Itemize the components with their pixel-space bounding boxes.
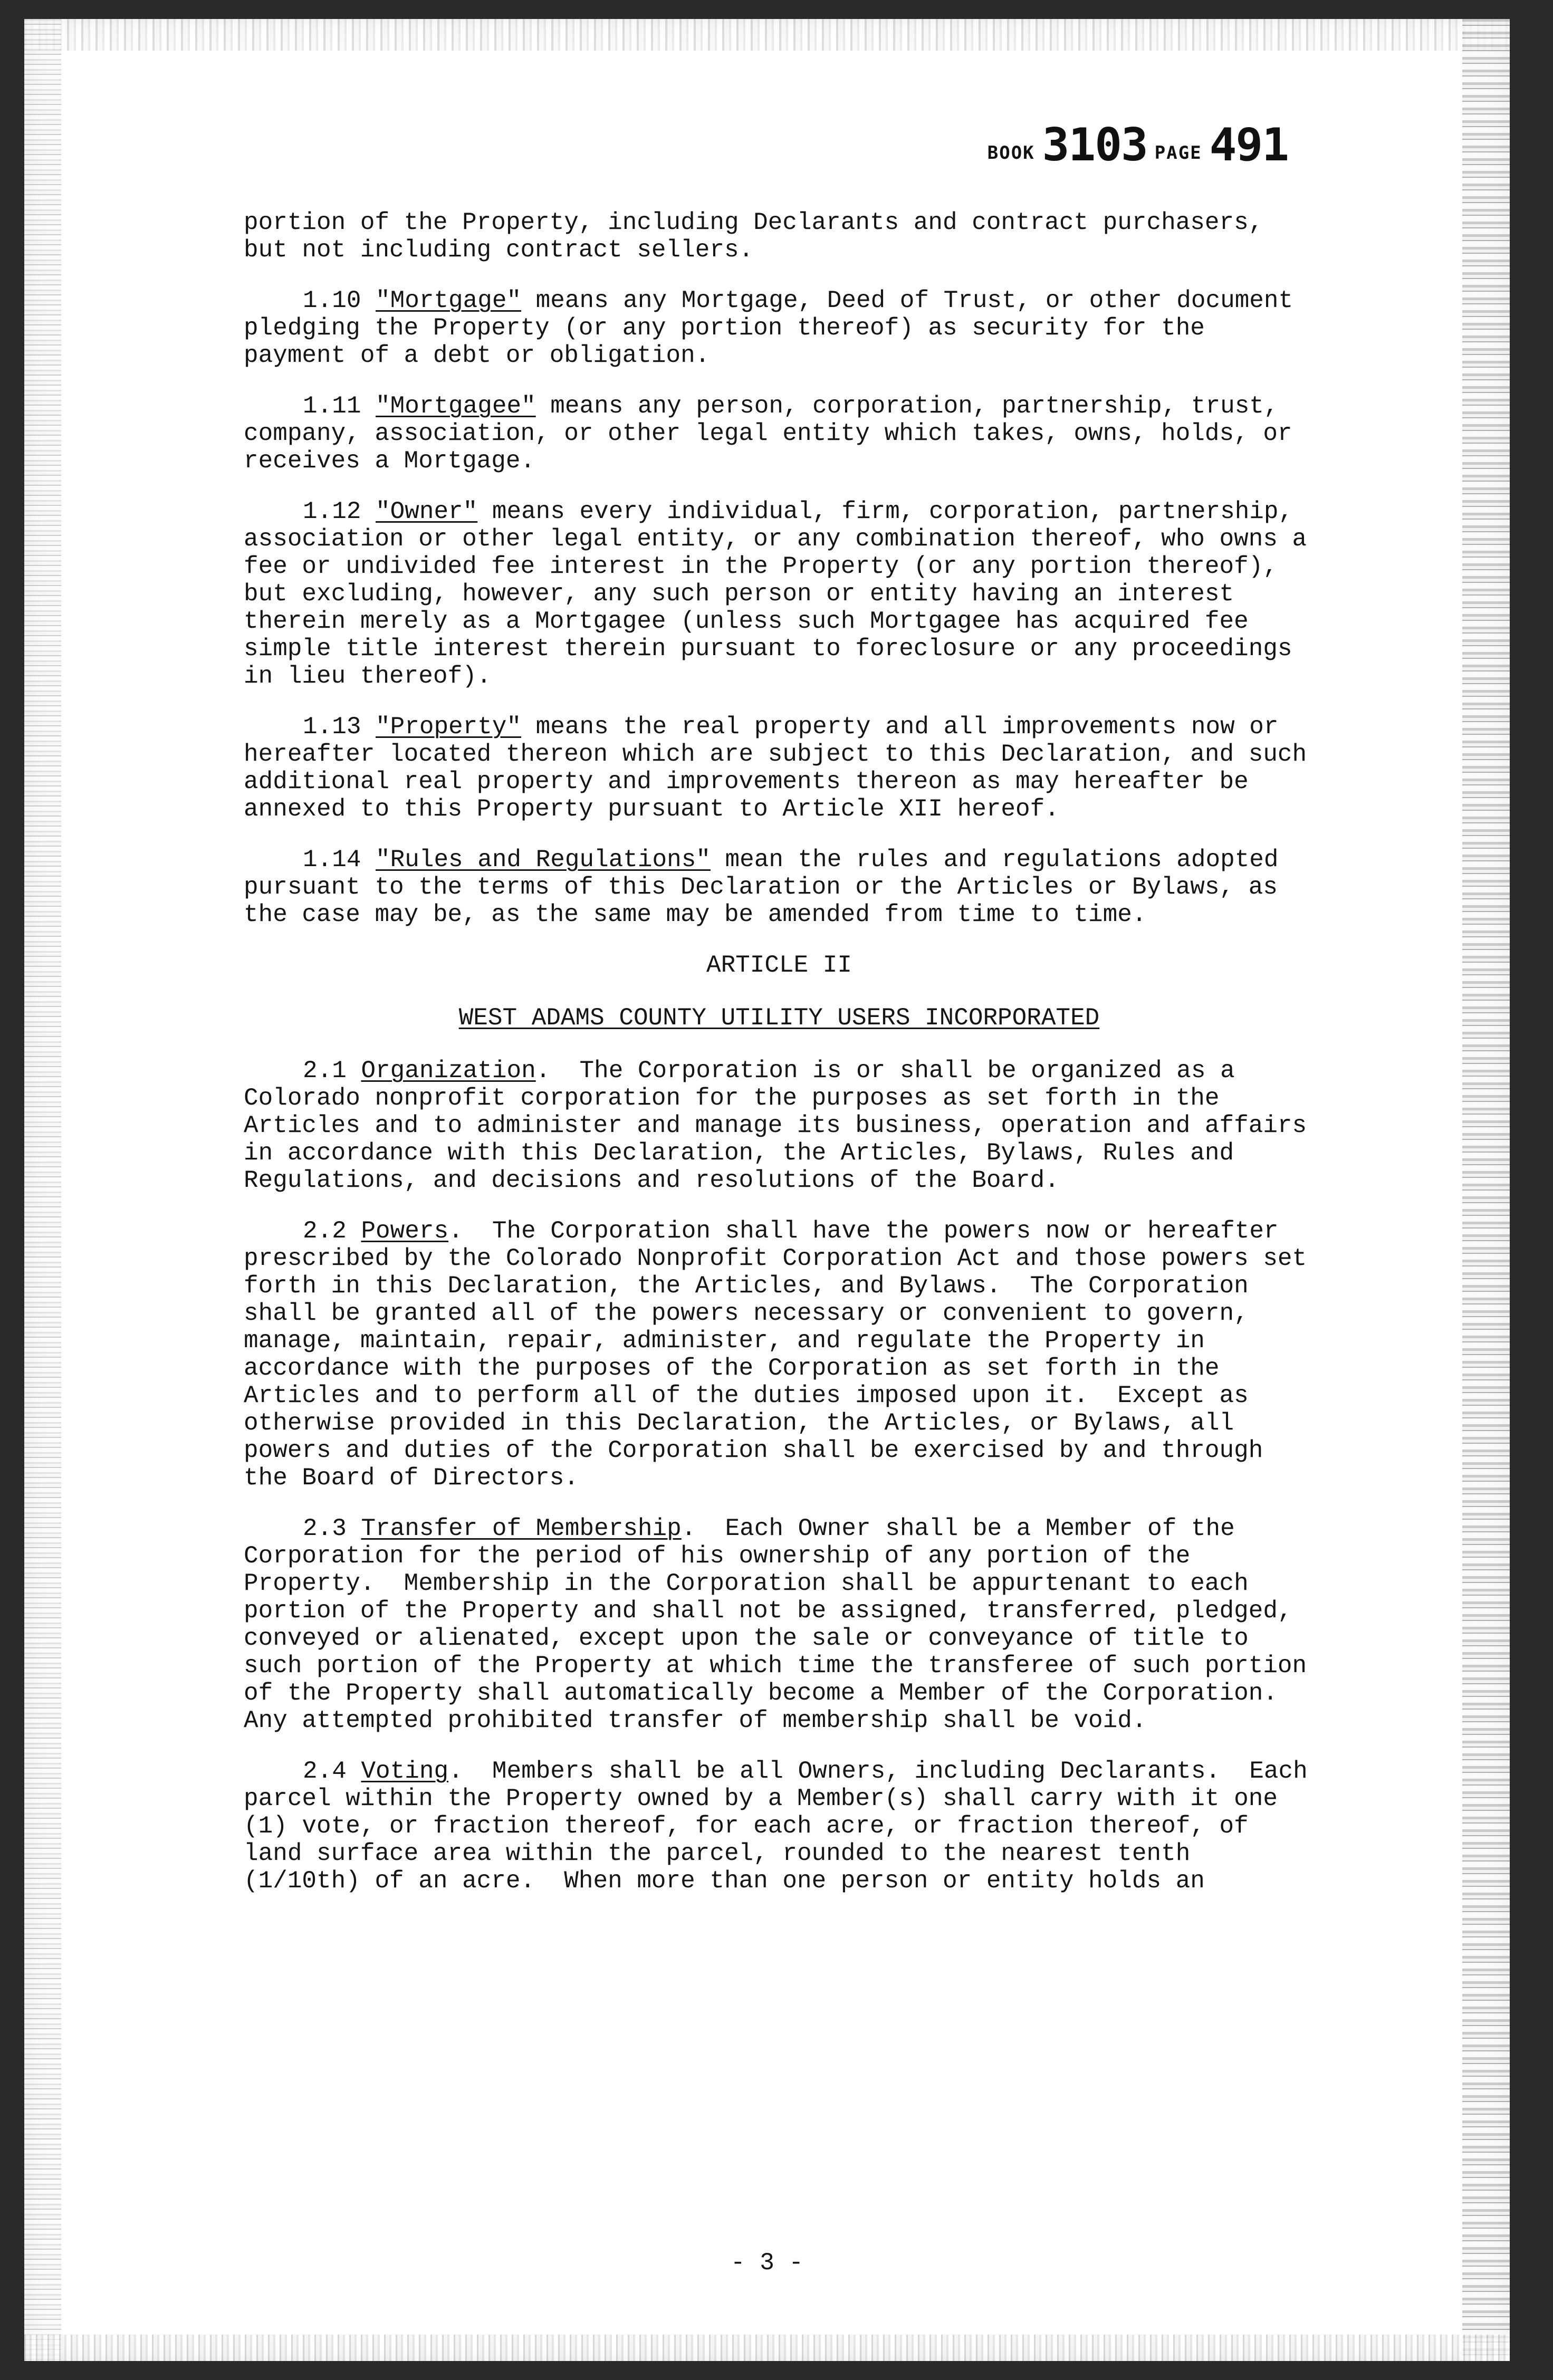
section-2-2 xyxy=(244,1217,1321,1492)
section-text: . The Corporation is or shall be organized as a Colorado nonprofit corporation for the purposes as set forth in the Articles and to administer and manage its business, operation and affairs in accordance with this Declaration, the Articles, Bylaws, Rules and Regulations, and decisions and resolutions of the Board. xyxy=(244,1057,1321,1194)
section-number: 2.3 xyxy=(303,1515,347,1542)
section-1-14 xyxy=(244,846,1315,928)
scan-edge-left xyxy=(24,19,61,2361)
section-number: 2.4 xyxy=(303,1758,347,1785)
section-heading: Transfer of Membership xyxy=(361,1515,682,1542)
defined-term: "Mortgage" xyxy=(376,287,522,314)
section-text: means the real property and all improvements now or hereafter located thereon which are subject to this Declaration, and such additional real property and improvements thereon as may hereafter be annexed to this Property pursuant to Article XII hereof. xyxy=(244,713,1321,823)
book-page-stamp xyxy=(987,119,1288,171)
section-number: 2.2 xyxy=(303,1217,347,1245)
defined-term: "Property" xyxy=(376,713,522,741)
scanned-page xyxy=(24,19,1510,2361)
section-1-13 xyxy=(244,713,1321,823)
section-number: 1.12 xyxy=(303,498,361,525)
section-number: 1.10 xyxy=(303,287,361,314)
article-title: WEST ADAMS COUNTY UTILITY USERS INCORPORATED xyxy=(458,1004,1100,1032)
paragraph-continuation: portion of the Property, including Declarants and contract purchasers, but not including contract sellers. xyxy=(244,209,1278,264)
section-heading: Voting xyxy=(361,1758,449,1785)
section-text: means any Mortgage, Deed of Trust, or other document pledging the Property (or any portion thereof) as security for the payment of a debt or obligation. xyxy=(244,287,1308,369)
section-2-4 xyxy=(244,1758,1322,1895)
section-1-11 xyxy=(244,392,1315,475)
section-text: means every individual, firm, corporation, partnership, association or other legal entity, or any combination thereof, who owns a fee or undivided fee interest in the Property (or any portion thereof), but excluding, however, any such person or entity having an interest therein merely as a Mortgagee (unless such Mortgagee has acquired fee simple title interest therein pursuant to foreclosure or any proceedings in lieu thereof). xyxy=(244,498,1321,690)
section-text: mean the rules and regulations adopted pursuant to the terms of this Declaration or the Articles or Bylaws, as the case may be, as the same may be amended from time to time. xyxy=(244,846,1293,928)
section-2-1 xyxy=(244,1057,1321,1194)
section-heading: Powers xyxy=(361,1217,449,1245)
section-text: . Each Owner shall be a Member of the Corporation for the period of his ownership of any portion of the Property. Membership in the Corporation shall be appurtenant to each portion of the Property and shall not be assigned, transferred, pledged, conveyed or alienated, except upon the sale or conveyance of title to such portion of the Property at which time the transferee of such portion of the Property shall automatically become a Member of the Corporation. Any attempted prohibited transfer of membership shall be void. xyxy=(244,1515,1321,1734)
section-heading: Organization xyxy=(361,1057,536,1085)
document-body xyxy=(244,209,1322,1918)
section-2-3 xyxy=(244,1515,1321,1734)
book-number: 3103 xyxy=(1042,119,1147,171)
page-footer-number: - 3 - xyxy=(730,2249,804,2277)
section-text: . Members shall be all Owners, including Declarants. Each parcel within the Property owned by a Member(s) shall carry with it one (1) vote, or fraction thereof, for each acre, or fraction thereof, of land surface area within the parcel, rounded to the nearest tenth (1/10th) of an acre. When more than one person or entity holds an xyxy=(244,1758,1322,1895)
section-number: 1.13 xyxy=(303,713,361,741)
section-1-12 xyxy=(244,498,1321,690)
section-text: . The Corporation shall have the powers now or hereafter prescribed by the Colorado Nonprofit Corporation Act and those powers set forth in this Declaration, the Articles, and Bylaws. The Corporation shall be granted all of the powers necessary or convenient to govern, manage, maintain, repair, administer, and regulate the Property in accordance with the purposes of the Corporation as set forth in the Articles and to perform all of the duties imposed upon it. Except as otherwise provided in this Declaration, the Articles, or Bylaws, all powers and duties of the Corporation shall be exercised by and through the Board of Directors. xyxy=(244,1217,1321,1492)
section-text: means any person, corporation, partnership, trust, company, association, or other legal entity which takes, owns, holds, or receives a Mortgage. xyxy=(244,392,1307,475)
defined-term: "Mortgagee" xyxy=(376,392,536,420)
section-number: 1.11 xyxy=(303,392,361,420)
book-label: BOOK xyxy=(987,142,1035,164)
page-number-stamp: 491 xyxy=(1209,119,1288,171)
article-heading: ARTICLE II xyxy=(706,952,852,979)
defined-term: "Owner" xyxy=(376,498,478,525)
scan-edge-bottom xyxy=(24,2335,1510,2361)
page-label: PAGE xyxy=(1154,142,1202,164)
scan-edge-right xyxy=(1462,19,1510,2361)
section-1-10 xyxy=(244,287,1315,369)
defined-term: "Rules and Regulations" xyxy=(376,846,711,874)
scan-edge-top xyxy=(24,19,1510,51)
section-number: 2.1 xyxy=(303,1057,347,1085)
section-number: 1.14 xyxy=(303,846,361,874)
article-title-wrap xyxy=(244,1004,1315,1032)
